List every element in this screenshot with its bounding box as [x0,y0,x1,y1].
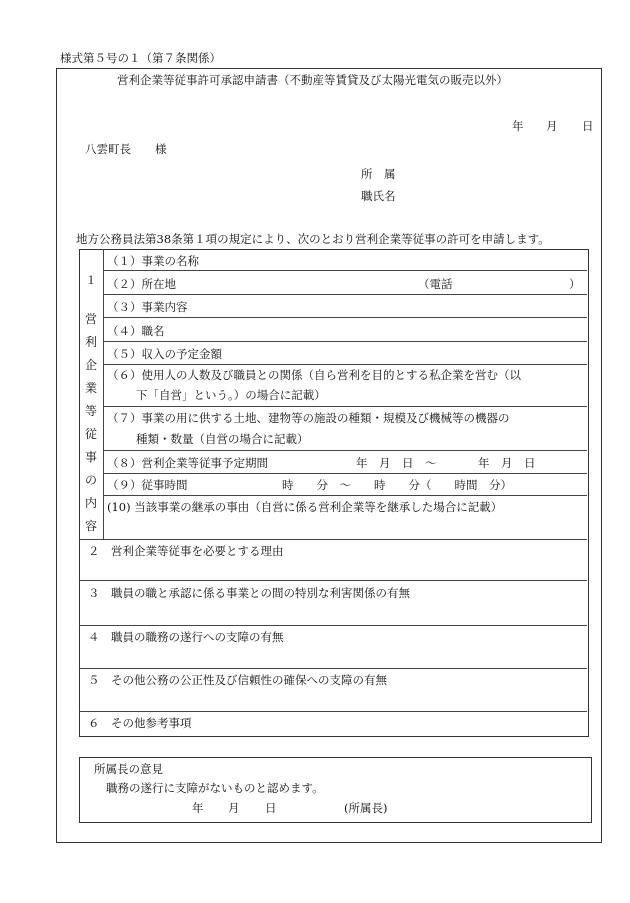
section1-label-char: 営 [84,312,97,326]
section-divider [79,539,587,540]
date-day: 日 [582,119,594,133]
date-month: 月 [546,119,558,133]
row-location-phone: （電話 [418,277,453,291]
section1-label-char: 企 [84,358,97,372]
section-divider [79,580,587,581]
intro-text: 地方公務員法第38条第１項の規定により、次のとおり営利企業等従事の許可を申請します。 [76,232,550,246]
row-divider [103,341,587,342]
row-divider [103,495,587,496]
supervisor-signature-label: (所属長) [344,801,388,815]
section1-label [82,308,100,538]
supervisor-statement: 職務の遂行に支障がないものと認めます。 [106,781,324,795]
row-divider [103,450,587,451]
addressee-name: 八雲町長 [85,142,131,156]
section-divider [79,711,587,712]
row-job-title: （４）職名 [107,324,165,338]
section1-label-char: 等 [84,404,97,418]
row-facilities-line1: （７）事業の用に供する土地、建物等の施設の種類・規模及び機械等の機器の [107,411,510,425]
row-period-to: 年 月 日 [478,456,536,470]
section1-label-char: の [84,473,97,487]
row-period: （８）営利企業等従事予定期間 [107,456,268,470]
row-divider [103,270,587,271]
form-number: 様式第５号の１（第７条関係） [60,51,221,65]
section1-label-char: 従 [84,427,97,441]
section1-label-char: 容 [84,519,97,533]
supervisor-date-day: 日 [265,801,277,815]
section1-number: １ [85,273,97,287]
section-divider [79,625,587,626]
row-divider [103,294,587,295]
row-employees-line2: 下「自営」という。）の場合に記載） [136,388,326,402]
section2-reason: ２ 営利企業等従事を必要とする理由 [88,544,284,558]
date-year: 年 [512,119,524,133]
row-facilities-line2: 種類・数量（自営の場合に記載） [136,432,309,446]
document-title: 営利企業等従事許可承認申請書（不動産等賃貸及び太陽光電気の販売以外） [117,73,508,87]
supervisor-date-year: 年 [192,801,204,815]
row-divider [103,406,587,407]
row-working-hours-time: 時 分 ～ 時 分（ 時間 分） [282,478,512,492]
row-divider [103,364,587,365]
row-divider [103,473,587,474]
row-period-from: 年 月 日 ～ [356,456,437,470]
addressee-honorific: 様 [155,142,167,156]
row-divider [103,317,587,318]
section5-fairness-impact: ５ その他公務の公正性及び信頼性の確保への支障の有無 [88,673,387,687]
supervisor-date-month: 月 [228,801,240,815]
section1-label-char: 内 [84,496,97,510]
section1-label-char: 業 [84,381,97,395]
section4-duty-impact: ４ 職員の職務の遂行への支障の有無 [88,630,284,644]
supervisor-opinion-title: 所属長の意見 [94,762,163,776]
section1-label-char: 事 [84,450,97,464]
row-location-phone-close: ） [569,277,581,291]
row-succession-reason: (10) 当該事業の継承の事由（自営に係る営利企業等を継承した場合に記載） [107,500,503,514]
row-location: （２）所在地 [107,277,176,291]
row-business-name: （１）事業の名称 [107,254,199,268]
row-employees-line1: （６）使用人の人数及び職員との関係（自ら営利を目的とする私企業を営む（以 [107,368,521,382]
row-working-hours: （９）従事時間 [107,478,188,492]
section-divider [79,668,587,669]
department-label: 所 属 [361,167,396,181]
section6-other-notes: ６ その他参考事項 [88,716,192,730]
row-business-content: （３）事業内容 [107,300,188,314]
row-expected-income: （５）収入の予定金額 [107,347,222,361]
section1-label-char: 利 [84,335,97,349]
applicant-name-label: 職氏名 [361,189,396,203]
section3-conflict: ３ 職員の職と承認に係る事業との間の特別な利害関係の有無 [88,586,410,600]
